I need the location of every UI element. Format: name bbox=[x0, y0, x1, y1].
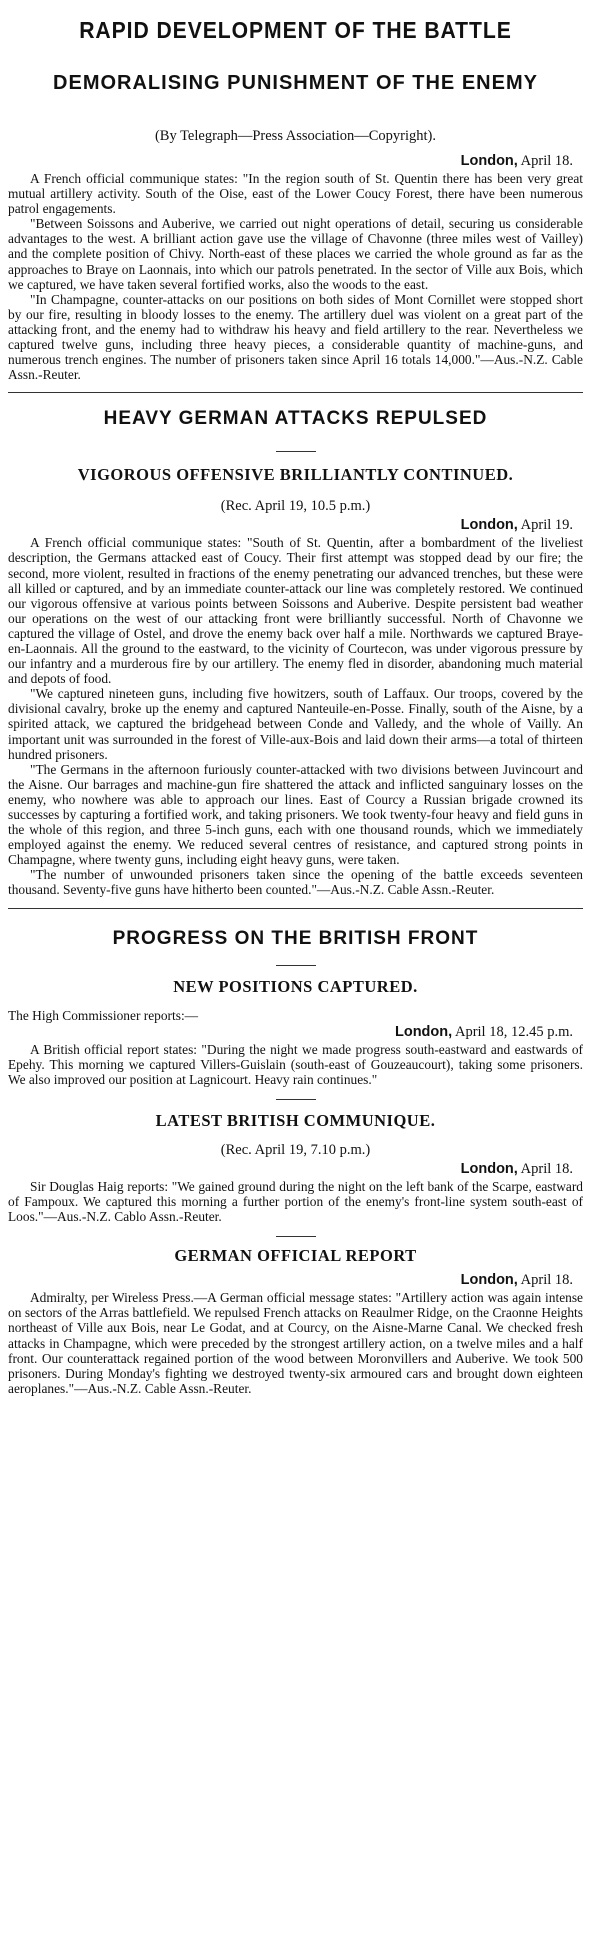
paragraph: "Between Soissons and Auberive, we carried out night operations of detail, securing us considerable advantages to the west. A brilliant action gave use the village of Chavonne (three miles west of Vailley) and the complete position of Chivy. North-east of these places we carried the whole ground as far as the approaches to Braye on Laonnais, into which our patrols penetrated. In the sector of Ville aux Bois, which we captured, we have taken several fortified works, also the woods to the east. bbox=[8, 216, 583, 292]
headline: HEAVY GERMAN ATTACKS REPULSED bbox=[103, 408, 488, 430]
paragraph: A British official report states: "During the night we made progress south-eastward and eastwards of Epehy. This morning we captured Villers-Guislain (south-east of Gouzeaucourt), taking some prisoners. We also improved our position at Lagnicourt. Heavy rain continues." bbox=[8, 1041, 583, 1087]
intro-line: The High Commissioner reports:— bbox=[8, 1007, 199, 1023]
dateline bbox=[8, 152, 583, 171]
subheadline: DEMORALISING PUNISHMENT OF THE ENEMY bbox=[53, 72, 538, 94]
subheadline: VIGOROUS OFFENSIVE BRILLIANTLY CONTINUED. bbox=[77, 465, 514, 485]
paragraph: "The Germans in the afternoon furiously counter-attacked with two divisions between Juvincourt and the Aisne. Our barrages and machine-gun fire shattered the attack and inflicted sanguinary losses on the enemy, who nowhere was able to approach our lines. East of Courcy a Russian brigade crowned its successes by capturing a fortified work, and taking prisoners. We took twenty-four heavy and field guns in the whole of this region, and three 5-inch guns, each with one thousand rounds, which we immediately employed against the enemy. We reduced several centres of resistance, and captured strong points in Champagne, where twenty guns, including eight heavy guns, were taken. bbox=[8, 761, 583, 868]
dateline bbox=[8, 516, 583, 535]
paragraph: Sir Douglas Haig reports: "We gained ground during the night on the left bank of the Scarpe, eastward of Fampoux. We captured this morning a further portion of the enemy's front-line system south-east of Loos."—Aus.-N.Z. Cablo Assn.-Reuter. bbox=[8, 1178, 583, 1225]
dateline-date: April 19. bbox=[517, 517, 573, 534]
article-latest-british-communique bbox=[8, 1110, 583, 1224]
received-line: (Rec. April 19, 10.5 p.m.) bbox=[220, 498, 371, 515]
subheadline: GERMAN OFFICIAL REPORT bbox=[174, 1246, 417, 1266]
dateline-place: London, bbox=[460, 517, 518, 534]
paragraph: "In Champagne, counter-attacks on our positions on both sides of Mont Cornillet were stopped short by our fire, resulting in bloody losses to the enemy. The artillery duel was violent on a great part of the attacking front, and the enemy had to withdraw his heavy and field artillery to the rear. Nevertheless we captured twelve guns, including three heavy pieces, a considerable quantity of machine-guns, and numerous trench engines. The number of prisoners taken since April 16 totals 14,000."—Aus.-N.Z. Cable Assn.-Reuter. bbox=[8, 291, 583, 383]
article-german-official-report bbox=[8, 1245, 583, 1396]
dateline bbox=[8, 1023, 583, 1042]
article-british-front bbox=[8, 927, 583, 1087]
dateline-place: London, bbox=[460, 1272, 518, 1289]
paragraph: Admiralty, per Wireless Press.—A German official message states: "Artillery action was again intense on sectors of the Arras battlefield. We repulsed French attacks on Reaulmer Ridge, on the Craonne Heights northeast of Ville aux Bois, near Le Godat, and at Courcy, on the Aisne-Marne Canal. We checked fresh attacks in Champagne, which were preceded by the strongest artillery action, on a twelve miles and a half front. Our counterattack regained portion of the wood between Moronvillers and Auberive. We took 500 prisoners. During Monday's fighting we destroyed twenty-six armoured cars and brought down eighteen aeroplanes."—Aus.-N.Z. Cable Assn.-Reuter. bbox=[8, 1290, 583, 1396]
dateline-place: London, bbox=[460, 1160, 518, 1177]
subheadline: LATEST BRITISH COMMUNIQUE. bbox=[155, 1110, 436, 1130]
dateline-date: April 18. bbox=[517, 1272, 573, 1289]
paragraph: A French official communique states: "South of St. Quentin, after a bombardment of the liveliest description, the Germans attacked east of Coucy. Their first attempt was stopped dead by our fire; the second, more violent, resulted in fractions of the enemy penetrating our advanced trenches, but these were all killed or captured, and by an immediate counter-attack our line was completely restored. We continued our vigorous offensive at various points between Soissons and Auberive. Despite persistent bad weather our operations on the west of our attacking front were brilliantly successful. North of Chavonne we captured the village of Ostel, and drove the enemy back over half a mile. Northwards we captured Braye-en-Laonnais. All the ground to the eastward, to the vicinity of Courtecon, was under vigorous pressure by our infantry and a murderous fire by our artillery. The enemy fled in disorder, abandoning much material and depots of food. bbox=[8, 535, 583, 687]
paragraph: "We captured nineteen guns, including five howitzers, south of Laffaux. Our troops, covered by the divisional cavalry, broke up the enemy and captured Nanteuile-en-Posse. Finally, south of the Aisne, by a spirited attack, we captured the bridgehead between Conde and Valledy, and the whole of Vailly. An important unit was surrounded in the forest of Ville-aux-Bois and laid down their arms—a total of thirteen hundred prisoners. bbox=[8, 686, 583, 762]
received-line: (Rec. April 19, 7.10 p.m.) bbox=[220, 1141, 371, 1158]
dateline-date: April 18. bbox=[517, 1160, 573, 1177]
dateline bbox=[8, 1160, 583, 1179]
article-heavy-german-attacks bbox=[8, 407, 583, 897]
paragraph: A French official communique states: "In the region south of St. Quentin there has been very great mutual artillery activity. South of the Oise, east of the Lower Coucy Forest, there have been numerous patrol engagements. bbox=[8, 171, 583, 217]
headline: PROGRESS ON THE BRITISH FRONT bbox=[112, 927, 479, 949]
dateline-place: London, bbox=[460, 153, 518, 169]
dateline-place: London, bbox=[394, 1023, 453, 1040]
credit-line: (By Telegraph—Press Association—Copyright). bbox=[154, 128, 437, 144]
headline: RAPID DEVELOPMENT OF THE BATTLE bbox=[79, 17, 512, 43]
dateline-date: April 18, 12.45 p.m. bbox=[452, 1023, 573, 1040]
paragraph: "The number of unwounded prisoners taken since the opening of the battle exceeds seventeen thousand. Seventy-five guns have hitherto been counted."—Aus.-N.Z. Cable Assn.-Reuter. bbox=[8, 867, 583, 898]
article-rapid-development bbox=[8, 16, 583, 382]
dateline-date: April 18. bbox=[517, 153, 573, 169]
dateline bbox=[8, 1271, 583, 1290]
subheadline: NEW POSITIONS CAPTURED. bbox=[173, 976, 418, 996]
